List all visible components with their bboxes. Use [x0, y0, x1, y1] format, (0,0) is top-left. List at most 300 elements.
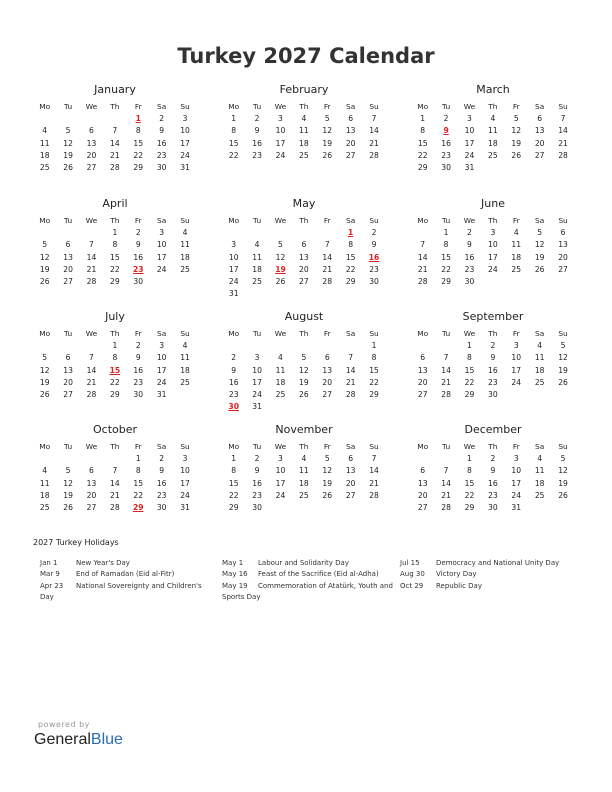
calendar-day: 19 [511, 138, 522, 148]
calendar-day: 17 [511, 478, 522, 488]
calendar-day: 11 [299, 466, 309, 476]
calendar-day: 20 [345, 138, 356, 148]
calendar-day: 25 [180, 264, 190, 274]
calendar-day: 24 [180, 490, 190, 500]
calendar-day: 13 [345, 466, 356, 476]
calendar-day: 27 [534, 150, 545, 160]
weekday-header: Th [110, 442, 120, 451]
calendar-day: 28 [322, 276, 333, 286]
holiday-entry [222, 558, 396, 569]
brand-general: General [34, 731, 91, 748]
calendar-day: 28 [369, 490, 379, 500]
calendar-day: 4 [490, 114, 496, 124]
calendar-day: 28 [110, 162, 120, 172]
calendar-day: 25 [488, 150, 498, 160]
calendar-day: 12 [39, 252, 50, 262]
calendar-day: 17 [180, 478, 190, 488]
calendar-day: 20 [417, 377, 428, 387]
weekday-header: Fr [323, 329, 331, 338]
calendar-day: 14 [110, 138, 120, 148]
calendar-day: 3 [513, 454, 519, 464]
weekday-header: Sa [535, 442, 545, 451]
calendar-day: 22 [369, 377, 379, 387]
empty-day [33, 453, 56, 465]
calendar-day: 19 [558, 365, 568, 375]
calendar-day: 23 [252, 490, 262, 500]
calendar-day: 17 [275, 138, 286, 148]
weekday-header: Th [110, 102, 120, 111]
calendar-day: 14 [441, 478, 451, 488]
calendar-day: 21 [322, 264, 333, 274]
weekday-header: Tu [64, 442, 73, 451]
calendar-day: 31 [464, 162, 475, 172]
empty-day [269, 227, 292, 239]
weekday-header: We [85, 442, 98, 451]
calendar-day: 29 [441, 276, 451, 286]
weekday-header: Tu [442, 216, 451, 225]
holiday-entry [222, 569, 396, 580]
empty-day [80, 227, 103, 239]
calendar-day: 8 [348, 240, 354, 250]
calendar-day: 22 [417, 150, 428, 160]
calendar-day: 2 [159, 114, 165, 124]
calendar-day: 22 [133, 490, 144, 500]
calendar-day: 19 [558, 478, 568, 488]
calendar-day: 12 [275, 252, 286, 262]
weekday-header: We [463, 216, 476, 225]
weekday-header: Fr [323, 442, 331, 451]
weekday-header: Mo [39, 216, 51, 225]
calendar-day: 6 [537, 114, 543, 124]
calendar-day: 12 [63, 478, 73, 488]
calendar-day: 7 [348, 353, 354, 363]
calendar-day: 17 [180, 138, 190, 148]
calendar-day: 5 [560, 341, 566, 351]
calendar-day: 10 [275, 466, 286, 476]
empty-day [316, 340, 339, 352]
calendar-day: 22 [441, 264, 451, 274]
calendar-day: 8 [467, 353, 472, 363]
calendar-day: 18 [180, 252, 190, 262]
calendar-day: 9 [159, 466, 165, 476]
calendar-day: 20 [322, 377, 333, 387]
calendar-day: 2 [159, 454, 165, 464]
page-title: Turkey 2027 Calendar [177, 44, 435, 68]
weekday-header: Fr [134, 216, 142, 225]
calendar-day: 10 [180, 126, 190, 136]
weekday-header: Tu [64, 329, 73, 338]
calendar-day: 14 [86, 252, 97, 262]
weekday-header: Sa [535, 216, 545, 225]
calendar-day: 9 [254, 126, 260, 136]
weekday-header: Tu [253, 102, 262, 111]
calendar-day: 4 [42, 466, 48, 476]
calendar-day: 14 [86, 365, 97, 375]
calendar-day: 22 [228, 490, 239, 500]
calendar-day: 16 [133, 252, 144, 262]
calendar-day: 10 [180, 466, 190, 476]
weekday-header: Su [180, 329, 190, 338]
calendar-day: 4 [278, 353, 283, 363]
calendar-day: 28 [441, 389, 451, 399]
holiday-date: May 16 [222, 570, 248, 579]
weekday-header: We [85, 216, 98, 225]
calendar-day: 12 [511, 126, 522, 136]
weekday-header: Sa [346, 102, 356, 111]
calendar-day: 24 [156, 377, 167, 387]
weekday-header: Th [488, 442, 498, 451]
empty-day [56, 113, 79, 125]
calendar-day: 11 [39, 478, 50, 488]
month-name: February [279, 83, 329, 96]
empty-day [292, 340, 315, 352]
empty-day [292, 227, 315, 239]
calendar-day: 21 [110, 490, 120, 500]
holiday-date: Apr 23 [40, 581, 64, 590]
calendar-day: 6 [65, 240, 71, 250]
calendar-day: 23 [369, 264, 379, 274]
weekday-header: Th [488, 216, 498, 225]
calendar-day: 3 [182, 114, 188, 124]
calendar-day: 2 [135, 228, 141, 238]
holiday-name: Commemoration of Atatürk, Youth and [258, 581, 393, 590]
calendar-day: 8 [135, 466, 141, 476]
weekday-header: Tu [442, 102, 451, 111]
calendar-day: 18 [39, 490, 50, 500]
calendar-day: 20 [86, 150, 97, 160]
calendar-day: 4 [537, 454, 543, 464]
calendar-day: 16 [252, 138, 262, 148]
holiday-name: New Year's Day [76, 559, 130, 567]
calendar-day: 11 [180, 353, 190, 363]
weekday-header: Tu [253, 442, 262, 451]
calendar-day: 24 [511, 377, 522, 387]
calendar-day: 1 [231, 114, 237, 124]
calendar-day: 22 [464, 377, 475, 387]
weekday-header: Mo [39, 329, 51, 338]
month-name: December [464, 423, 522, 436]
calendar-day: 7 [112, 126, 118, 136]
generalblue-logo[interactable] [34, 731, 123, 749]
calendar-day: 11 [534, 466, 545, 476]
empty-day [103, 453, 126, 465]
calendar-day: 12 [558, 353, 568, 363]
calendar-day: 3 [231, 240, 237, 250]
calendar-day: 25 [534, 490, 545, 500]
empty-day [33, 227, 56, 239]
calendar-day: 5 [324, 454, 330, 464]
calendar-day: 22 [110, 264, 120, 274]
weekday-header: Su [369, 216, 379, 225]
calendar-day: 12 [322, 466, 333, 476]
weekday-header: Su [369, 442, 379, 451]
calendar-day: 16 [228, 377, 239, 387]
calendar-day: 31 [180, 162, 190, 172]
weekday-header: Sa [535, 102, 545, 111]
calendar-day: 24 [156, 264, 167, 274]
calendar-day: 24 [511, 490, 522, 500]
weekday-header: Sa [157, 102, 167, 111]
calendar-day: 25 [299, 490, 309, 500]
calendar-day: 16 [133, 365, 144, 375]
calendar-day: 17 [156, 252, 167, 262]
calendar-day: 28 [345, 389, 356, 399]
weekday-header: Th [488, 102, 498, 111]
calendar-day: 8 [231, 466, 237, 476]
weekday-header: Fr [134, 442, 142, 451]
calendar-day: 13 [63, 365, 73, 375]
calendar-day: 15 [228, 138, 239, 148]
calendar-day: 13 [63, 252, 73, 262]
calendar-day: 25 [180, 377, 190, 387]
calendar-day: 3 [490, 228, 496, 238]
weekday-header: We [85, 329, 98, 338]
weekday-header: We [85, 102, 98, 111]
weekday-header: Su [180, 216, 190, 225]
brand-blue: Blue [90, 731, 123, 748]
calendar-day: 2 [135, 341, 141, 351]
calendar-day: 11 [299, 126, 309, 136]
weekday-header: Th [299, 216, 309, 225]
month-name: July [105, 310, 125, 323]
calendar-day: 16 [441, 138, 451, 148]
month-name: September [462, 310, 524, 323]
calendar-day: 28 [110, 502, 120, 512]
calendar-day: 9 [490, 466, 496, 476]
calendar-day: 31 [511, 502, 522, 512]
calendar-day: 18 [275, 377, 286, 387]
calendar-day: 24 [275, 150, 286, 160]
calendar-day: 19 [322, 478, 333, 488]
calendar-day: 3 [278, 114, 283, 124]
weekday-header: Fr [512, 102, 520, 111]
holiday-date: Jan 1 [40, 559, 58, 567]
weekday-header: Tu [253, 329, 262, 338]
calendar-day: 7 [560, 114, 566, 124]
holiday-column [222, 558, 396, 603]
calendar-day: 2 [254, 454, 260, 464]
calendar-day: 30 [488, 389, 498, 399]
empty-day [411, 340, 434, 352]
calendar-day: 21 [345, 377, 356, 387]
calendar-day: 13 [322, 365, 333, 375]
calendar-day: 17 [511, 365, 522, 375]
calendar-day: 5 [278, 240, 283, 250]
empty-day [56, 340, 79, 352]
calendar-day: 19 [39, 264, 50, 274]
calendar-day: 22 [110, 377, 120, 387]
empty-day [434, 340, 457, 352]
calendar-day: 18 [534, 478, 545, 488]
calendar-day: 5 [537, 228, 543, 238]
calendar-day: 25 [252, 276, 262, 286]
calendar-day: 4 [42, 126, 48, 136]
calendar-day: 18 [488, 138, 498, 148]
calendar-day: 6 [301, 240, 307, 250]
calendar-day: 10 [275, 126, 286, 136]
calendar-day: 21 [110, 150, 120, 160]
weekday-header: Fr [134, 102, 142, 111]
calendar-day: 13 [86, 478, 97, 488]
weekday-header: Tu [64, 102, 73, 111]
calendar-day: 24 [275, 490, 286, 500]
calendar-day: 2 [443, 114, 449, 124]
weekday-header: We [274, 329, 287, 338]
calendar-day: 29 [110, 389, 120, 399]
calendar-day: 10 [156, 353, 167, 363]
calendar-day: 6 [89, 126, 94, 136]
calendar-day: 3 [159, 341, 165, 351]
calendar-day: 1 [231, 454, 237, 464]
calendar-day: 6 [560, 228, 566, 238]
holiday-date: May 1 [222, 559, 244, 567]
calendar-day: 27 [558, 264, 568, 274]
weekday-header: Th [299, 442, 309, 451]
calendar-day: 30 [441, 162, 451, 172]
calendar-day: 9 [135, 240, 141, 250]
calendar-day: 23 [488, 377, 498, 387]
calendar-day: 7 [443, 353, 449, 363]
weekday-header: Tu [442, 442, 451, 451]
weekday-header: Sa [157, 216, 167, 225]
calendar-day: 2 [490, 341, 496, 351]
empty-day [269, 340, 292, 352]
calendar-day: 13 [534, 126, 545, 136]
weekday-header: Su [180, 102, 190, 111]
weekday-header: Mo [417, 442, 429, 451]
calendar-day: 3 [513, 341, 519, 351]
calendar-day: 24 [180, 150, 190, 160]
calendar-day: 6 [420, 353, 426, 363]
month-name: October [92, 423, 138, 436]
calendar-day: 26 [39, 276, 50, 286]
calendar-day: 26 [511, 150, 522, 160]
calendar-day: 23 [464, 264, 475, 274]
calendar-day: 6 [348, 454, 354, 464]
calendar-day: 14 [110, 478, 120, 488]
calendar-day: 5 [65, 126, 71, 136]
calendar-day: 26 [39, 389, 50, 399]
calendar-day: 29 [110, 276, 120, 286]
calendar-day: 30 [464, 276, 475, 286]
holiday-day: 1 [348, 228, 354, 238]
holiday-name: Victory Day [436, 570, 477, 579]
calendar-day: 19 [299, 377, 309, 387]
calendar-day: 27 [345, 490, 356, 500]
calendar-day: 22 [464, 490, 475, 500]
calendar-day: 24 [228, 276, 239, 286]
calendar-day: 26 [322, 490, 333, 500]
calendar-day: 1 [467, 454, 472, 464]
calendar-day: 4 [182, 228, 188, 238]
calendar-day: 14 [558, 126, 568, 136]
calendar-day: 20 [63, 264, 73, 274]
calendar-day: 19 [39, 377, 50, 387]
calendar-day: 4 [301, 114, 307, 124]
calendar-day: 1 [443, 228, 449, 238]
calendar-day: 9 [467, 240, 472, 250]
calendar-day: 15 [228, 478, 239, 488]
calendar-day: 20 [86, 490, 97, 500]
weekday-header: Mo [228, 216, 240, 225]
calendar-day: 10 [488, 240, 498, 250]
weekday-header: Su [180, 442, 190, 451]
holiday-entry [222, 581, 396, 604]
holiday-name: Democracy and National Unity Day [436, 559, 560, 567]
calendar-day: 11 [252, 252, 262, 262]
calendar-day: 28 [558, 150, 568, 160]
calendar-day: 30 [133, 389, 144, 399]
calendar-day: 11 [180, 240, 190, 250]
calendar-day: 26 [63, 502, 73, 512]
weekday-header: Mo [417, 329, 429, 338]
calendar-day: 2 [254, 114, 260, 124]
calendar-day: 5 [42, 353, 48, 363]
calendar-day: 23 [133, 377, 144, 387]
weekday-header: We [274, 102, 287, 111]
calendar-day: 27 [299, 276, 309, 286]
calendar-day: 17 [464, 138, 475, 148]
holiday-day: 1 [135, 114, 141, 124]
calendar-day: 4 [513, 228, 519, 238]
calendar-day: 9 [231, 365, 237, 375]
calendar-day: 2 [467, 228, 472, 238]
calendar-day: 27 [322, 389, 333, 399]
weekday-header: We [274, 216, 287, 225]
weekday-header: Sa [346, 442, 356, 451]
weekday-header: Su [558, 102, 568, 111]
calendar-day: 14 [345, 365, 356, 375]
calendar-day: 14 [322, 252, 333, 262]
calendar-day: 20 [417, 490, 428, 500]
calendar-day: 18 [511, 252, 522, 262]
calendar-day: 1 [135, 454, 141, 464]
calendar-day: 7 [89, 353, 94, 363]
calendar-day: 14 [369, 466, 379, 476]
calendar-day: 17 [156, 365, 167, 375]
weekday-header: Su [369, 329, 379, 338]
calendar-day: 3 [278, 454, 283, 464]
holiday-day: 19 [275, 264, 286, 274]
holiday-date: Mar 9 [40, 570, 60, 579]
calendar-day: 23 [488, 490, 498, 500]
calendar-day: 15 [110, 252, 120, 262]
calendar-day: 11 [511, 240, 522, 250]
calendar-day: 16 [156, 138, 167, 148]
calendar-day: 7 [371, 454, 377, 464]
calendar-day: 15 [417, 138, 428, 148]
calendar-day: 5 [65, 466, 71, 476]
calendar-day: 31 [252, 402, 262, 412]
holiday-entry [40, 558, 206, 569]
calendar-day: 12 [39, 365, 50, 375]
holiday-name: Feast of the Sacrifice (Eid al-Adha) [258, 570, 379, 579]
calendar-day: 10 [511, 353, 522, 363]
calendar-day: 2 [490, 454, 496, 464]
calendar-day: 25 [511, 264, 522, 274]
powered-by-text: powered by [38, 720, 90, 729]
weekday-header: Su [369, 102, 379, 111]
calendar-day: 1 [467, 341, 472, 351]
month-name: January [94, 83, 136, 96]
weekday-header: We [463, 442, 476, 451]
weekday-header: Fr [134, 329, 142, 338]
calendar-day: 31 [180, 502, 190, 512]
weekday-header: Fr [323, 102, 331, 111]
calendar-day: 25 [299, 150, 309, 160]
holiday-entry [400, 558, 570, 569]
calendar-day: 3 [182, 454, 188, 464]
